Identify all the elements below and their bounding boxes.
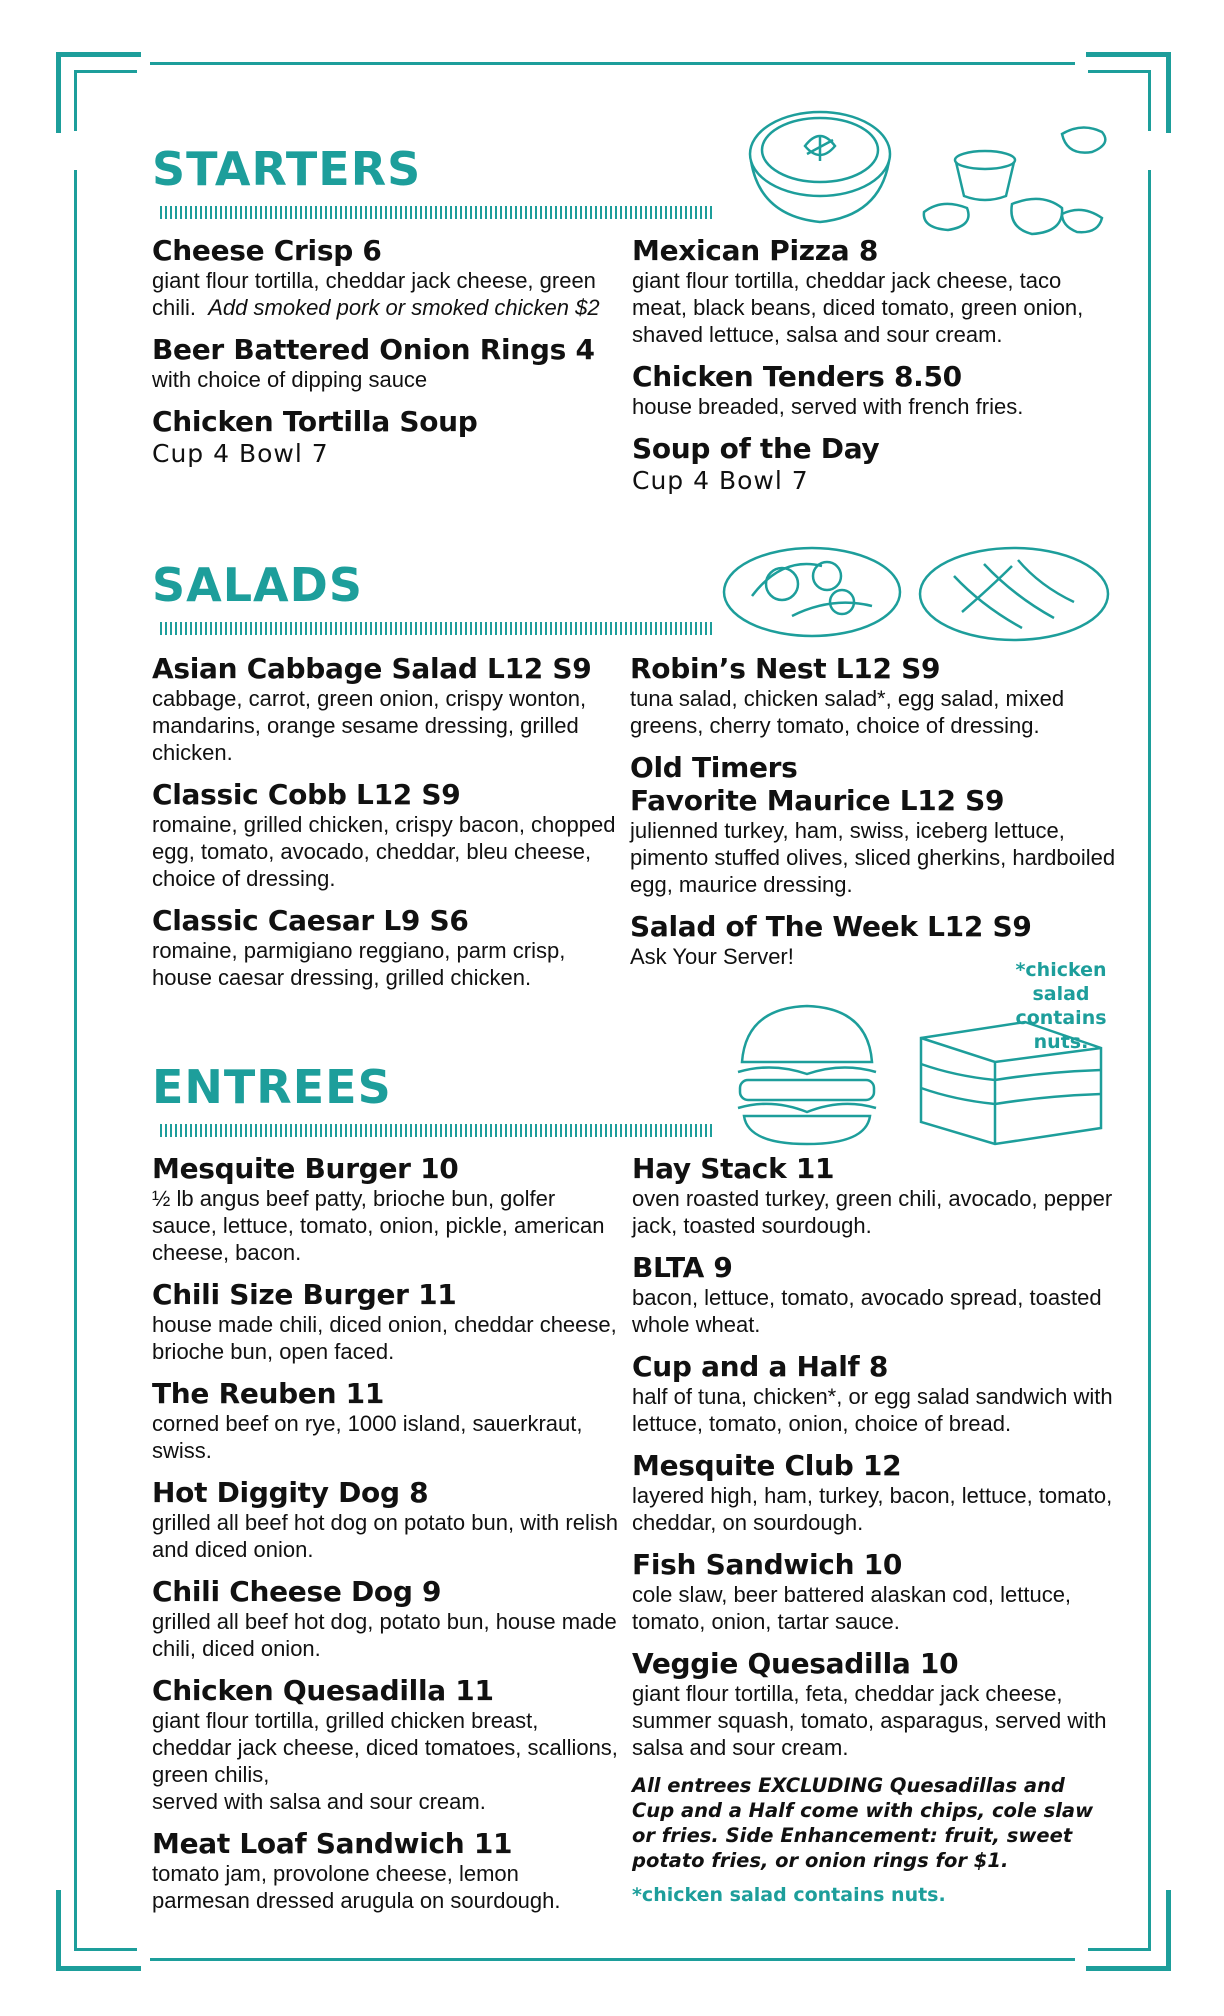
item-desc: cabbage, carrot, green onion, crispy wonton, mandarins, orange sesame dressing, grilled chicken. (152, 686, 587, 765)
item-name: Mexican Pizza 8 (632, 234, 879, 267)
item-desc: giant flour tortilla, cheddar jack cheese, taco meat, black beans, diced tomato, green onion, shaved lettuce, salsa and sour cream. (632, 268, 1084, 347)
item-desc: half of tuna, chicken*, or egg salad sandwich with lettuce, tomato, onion, choice of bread. (632, 1384, 1113, 1436)
item-desc: house breaded, served with french fries. (632, 394, 1024, 419)
item-desc: bacon, lettuce, tomato, avocado spread, toasted whole wheat. (632, 1285, 1102, 1337)
item-name: Chicken Quesadilla 11 (152, 1674, 494, 1707)
item-name: Beer Battered Onion Rings 4 (152, 333, 595, 366)
item-desc-line2: served with salsa and sour cream. (152, 1789, 486, 1814)
starters-left-column (152, 234, 617, 481)
starters-rule (160, 206, 715, 219)
item-desc: with choice of dipping sauce (152, 367, 428, 392)
frame-corner-bottom-left-inner (74, 1890, 137, 1951)
menu-item (630, 652, 1120, 739)
item-name: Classic Cobb L12 S9 (152, 778, 461, 811)
item-desc: tuna salad, chicken salad*, egg salad, mixed greens, cherry tomato, choice of dressing. (630, 686, 1065, 738)
menu-item (152, 904, 617, 991)
item-name: Cup and a Half 8 (632, 1350, 889, 1383)
burger-icon (732, 1000, 882, 1150)
menu-item (632, 1350, 1122, 1437)
entrees-sides-note: All entrees EXCLUDING Quesadillas and Cup and a Half come with chips, cole slaw or fries. Side Enhancement: fruit, sweet potato fries, or onion rings for $1. (632, 1774, 1094, 1872)
item-desc: ½ lb angus beef patty, brioche bun, golfer sauce, lettuce, tomato, onion, pickle, american cheese, bacon. (152, 1186, 605, 1265)
item-name: Chili Size Burger 11 (152, 1278, 457, 1311)
item-name: Asian Cabbage Salad L12 S9 (152, 652, 592, 685)
item-desc: oven roasted turkey, green chili, avocado, pepper jack, toasted sourdough. (632, 1186, 1113, 1238)
item-name: The Reuben 11 (152, 1377, 385, 1410)
frame-top-line (150, 62, 1075, 65)
item-name: Chicken Tortilla Soup (152, 405, 478, 438)
starters-heading: STARTERS (152, 142, 422, 196)
frame-left-line (74, 170, 77, 1900)
item-desc: cole slaw, beer battered alaskan cod, lettuce, tomato, onion, tartar sauce. (632, 1582, 1072, 1634)
entrees-left-column (152, 1152, 622, 1926)
menu-item (152, 1377, 622, 1464)
item-desc: romaine, grilled chicken, crispy bacon, chopped egg, tomato, avocado, cheddar, bleu cheese, choice of dressing. (152, 812, 616, 891)
menu-item (632, 1548, 1122, 1635)
item-desc: giant flour tortilla, cheddar jack cheese, green chili. Add smoked pork or smoked chicken $2 (152, 268, 600, 320)
item-name: Classic Caesar L9 S6 (152, 904, 469, 937)
item-desc: grilled all beef hot dog, potato bun, house made chili, diced onion. (152, 1609, 617, 1661)
item-name: Soup of the Day (632, 432, 880, 465)
menu-item (632, 360, 1122, 420)
frame-bottom-line (150, 1958, 1075, 1961)
menu-item (632, 432, 1122, 496)
item-name: Salad of The Week L12 S9 (630, 910, 1032, 943)
salad-plate-icon (722, 536, 1112, 646)
item-desc: giant flour tortilla, grilled chicken breast, cheddar jack cheese, diced tomatoes, scallions, green chilis, (152, 1708, 618, 1787)
item-desc: corned beef on rye, 1000 island, sauerkraut, swiss. (152, 1411, 583, 1463)
menu-item (632, 1647, 1122, 1761)
frame-corner-top-left-inner (74, 70, 137, 131)
item-name: Meat Loaf Sandwich 11 (152, 1827, 513, 1860)
menu-item (152, 1827, 622, 1914)
item-name: Veggie Quesadilla 10 (632, 1647, 959, 1680)
item-name: Cheese Crisp 6 (152, 234, 382, 267)
item-name: Fish Sandwich 10 (632, 1548, 903, 1581)
item-desc: house made chili, diced onion, cheddar cheese, brioche bun, open faced. (152, 1312, 617, 1364)
entrees-right-column (632, 1152, 1122, 1907)
entrees-nuts-note: *chicken salad contains nuts. (632, 1884, 946, 1906)
starters-right-column (632, 234, 1122, 508)
item-desc: grilled all beef hot dog on potato bun, with relish and diced onion. (152, 1510, 618, 1562)
menu-item (152, 778, 617, 892)
item-name: Hay Stack 11 (632, 1152, 835, 1185)
salads-left-column (152, 652, 617, 1003)
chicken-salad-nuts-note: *chicken salad contains nuts. (1015, 959, 1107, 1053)
menu-item (630, 751, 1120, 898)
menu-item (152, 234, 617, 321)
item-desc: Cup 4 Bowl 7 (152, 439, 329, 468)
menu-item (152, 1575, 622, 1662)
salads-heading: SALADS (152, 558, 363, 612)
menu-item (632, 1449, 1122, 1536)
item-name: BLTA 9 (632, 1251, 733, 1284)
menu-item (152, 1476, 622, 1563)
item-desc: Cup 4 Bowl 7 (632, 466, 809, 495)
menu-item (632, 1152, 1122, 1239)
soup-bowl-icon (745, 106, 895, 228)
item-name: Chili Cheese Dog 9 (152, 1575, 442, 1608)
item-name: Robin’s Nest L12 S9 (630, 652, 941, 685)
salads-right-column (630, 652, 1120, 982)
entrees-heading: ENTREES (152, 1060, 392, 1114)
item-desc: giant flour tortilla, feta, cheddar jack cheese, summer squash, tomato, asparagus, served with salsa and sour cream. (632, 1681, 1107, 1760)
menu-item (152, 652, 617, 766)
menu-item (152, 1278, 622, 1365)
item-name: Hot Diggity Dog 8 (152, 1476, 429, 1509)
item-desc: tomato jam, provolone cheese, lemon parmesan dressed arugula on sourdough. (152, 1861, 561, 1913)
item-name: Chicken Tenders 8.50 (632, 360, 962, 393)
item-name-line2: Favorite Maurice L12 S9 (630, 784, 1005, 817)
menu-item (152, 1674, 622, 1815)
item-desc: romaine, parmigiano reggiano, parm crisp, house caesar dressing, grilled chicken. (152, 938, 566, 990)
menu-item (632, 234, 1122, 348)
menu-item (632, 1251, 1122, 1338)
item-desc: layered high, ham, turkey, bacon, lettuce, tomato, cheddar, on sourdough. (632, 1483, 1113, 1535)
menu-item (152, 333, 617, 393)
salads-rule (160, 622, 715, 635)
item-desc: julienned turkey, ham, swiss, iceberg lettuce, pimento stuffed olives, sliced gherkins, hardboiled egg, maurice dressing. (630, 818, 1116, 897)
frame-right-line (1148, 170, 1151, 1900)
menu-item (152, 1152, 622, 1266)
menu-item (152, 405, 617, 469)
item-name: Old Timers (630, 751, 798, 784)
item-desc: Ask Your Server! (630, 944, 794, 969)
item-name: Mesquite Club 12 (632, 1449, 902, 1482)
entrees-rule (160, 1124, 715, 1137)
item-name: Mesquite Burger 10 (152, 1152, 459, 1185)
